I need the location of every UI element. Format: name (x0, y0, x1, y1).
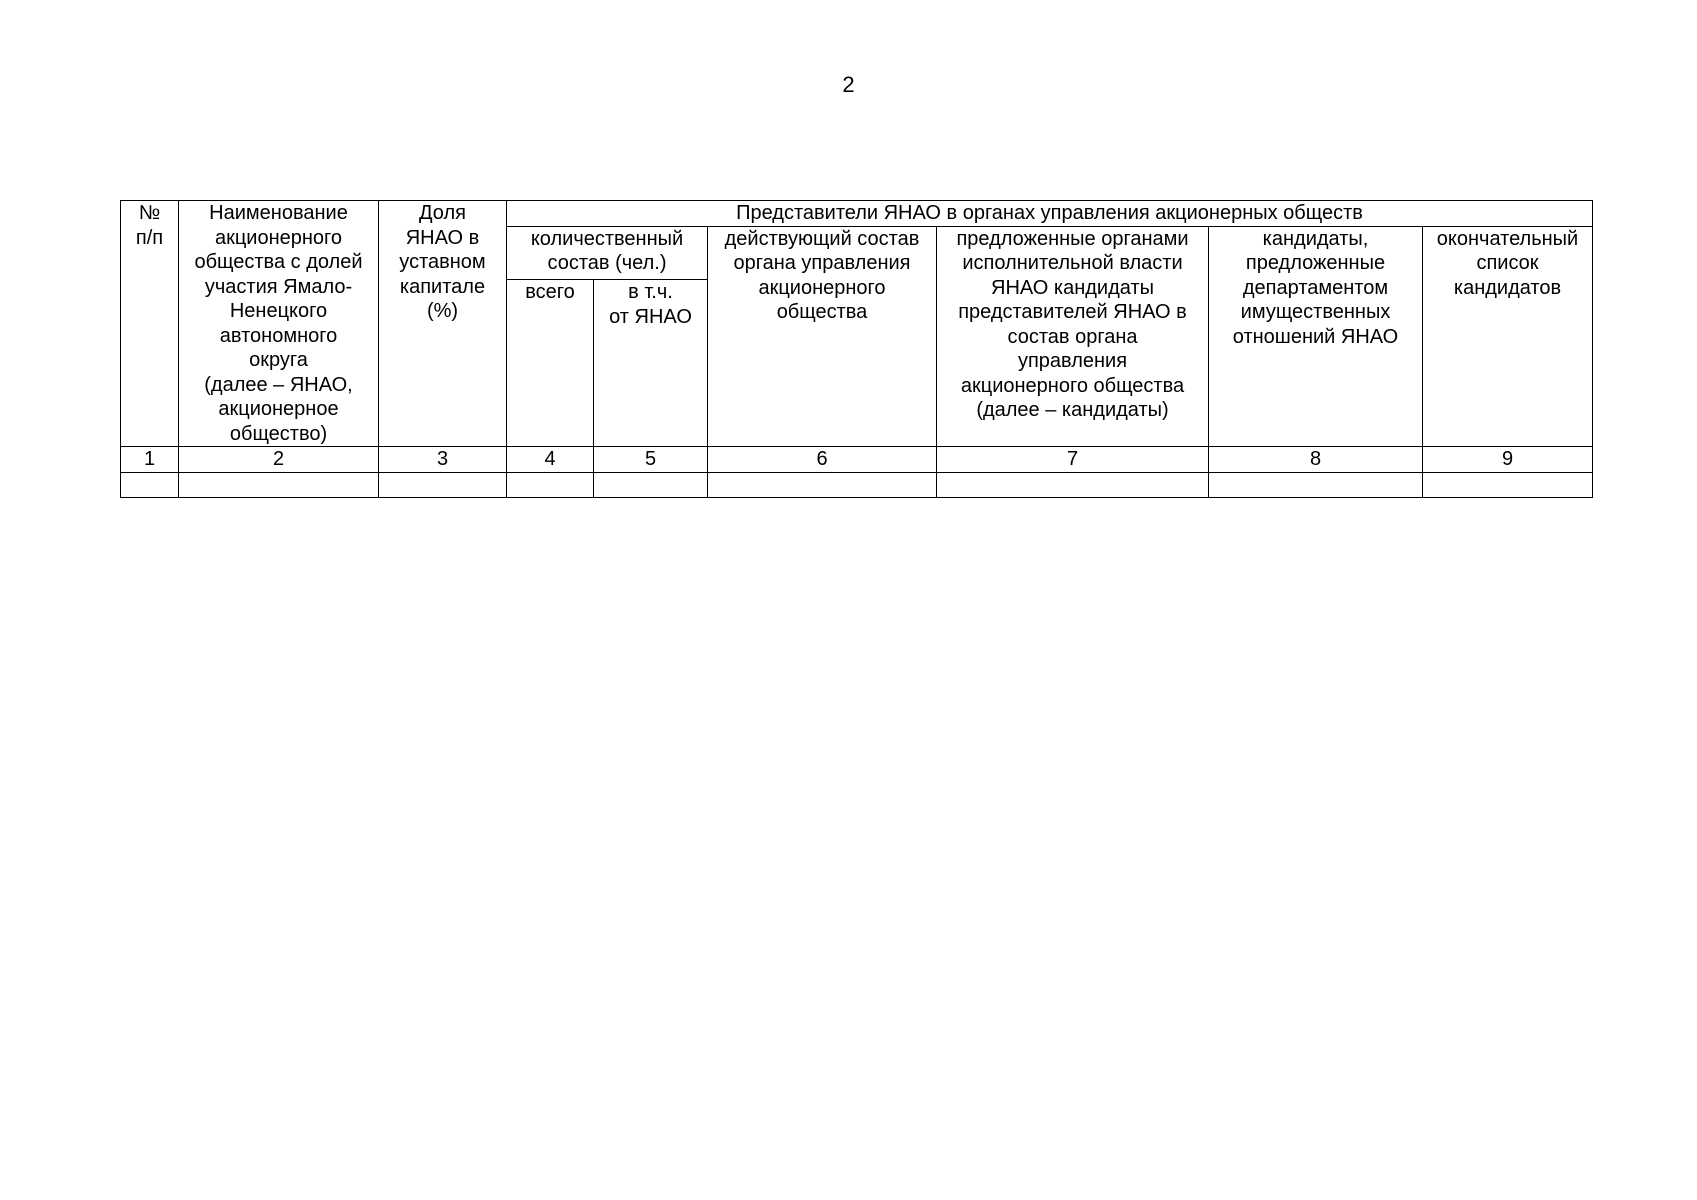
table-cell (179, 472, 379, 497)
header-row-1 (121, 201, 1593, 227)
column-number-cell: 4 (507, 447, 594, 473)
header-representatives-group: Представители ЯНАО в органах управления акционерных обществ (507, 201, 1593, 227)
column-number-cell: 3 (379, 447, 507, 473)
header-share: Доля ЯНАО в уставном капитале (%) (379, 201, 507, 447)
column-number-cell: 7 (937, 447, 1209, 473)
page-number: 2 (842, 72, 855, 97)
header-quantitative: количественный состав (чел.) (507, 226, 708, 280)
table-cell (708, 472, 937, 497)
representatives-table (120, 200, 1593, 498)
header-company-name: Наименование акционерного общества с долей участия Ямало- Ненецкого автономного округа (далее – ЯНАО, акционерное общество) (179, 201, 379, 447)
table-cell (937, 472, 1209, 497)
column-number-cell: 2 (179, 447, 379, 473)
column-number-cell: 6 (708, 447, 937, 473)
table-cell (594, 472, 708, 497)
header-proposed-candidates: предложенные органами исполнительной власти ЯНАО кандидаты представителей ЯНАО в состав органа управления акционерного общества (далее – кандидаты) (937, 226, 1209, 447)
table-cell (121, 472, 179, 497)
table-row (121, 472, 1593, 497)
column-number-cell: 1 (121, 447, 179, 473)
header-total: всего (507, 280, 594, 447)
table-cell (1209, 472, 1423, 497)
column-number-cell: 8 (1209, 447, 1423, 473)
column-numbers-row (121, 447, 1593, 473)
header-current-composition: действующий состав органа управления акционерного общества (708, 226, 937, 447)
table-cell (379, 472, 507, 497)
column-number-cell: 5 (594, 447, 708, 473)
table-cell (507, 472, 594, 497)
header-num: № п/п (121, 201, 179, 447)
header-from-yanao: в т.ч. от ЯНАО (594, 280, 708, 447)
column-number-cell: 9 (1423, 447, 1593, 473)
header-dept-candidates: кандидаты, предложенные департаментом имущественных отношений ЯНАО (1209, 226, 1423, 447)
header-final-list: окончательный список кандидатов (1423, 226, 1593, 447)
table-cell (1423, 472, 1593, 497)
